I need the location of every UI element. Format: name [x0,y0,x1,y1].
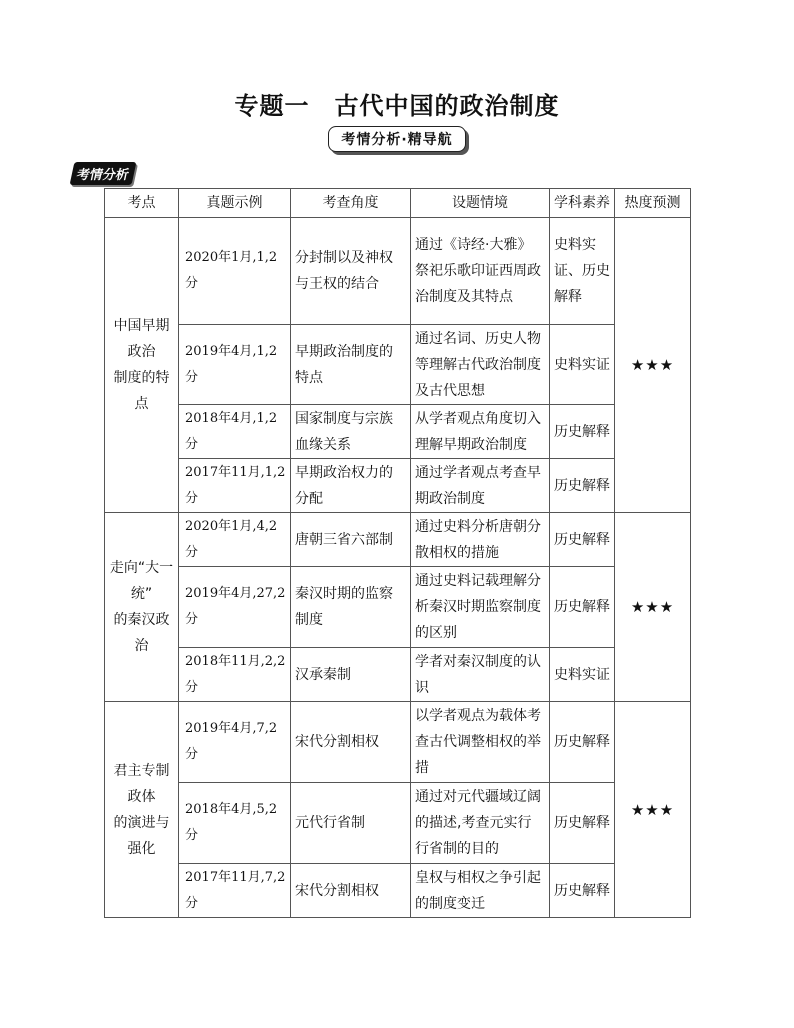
context-cell: 通过对元代疆域辽阔的描述,考查元实行行省制的目的 [411,783,550,864]
literacy-cell: 历史解释 [550,567,615,648]
angle-cell: 宋代分割相权 [291,702,411,783]
page-title: 专题一 古代中国的政治制度 [234,92,560,120]
literacy-cell: 史料实证 [550,648,615,702]
topic-cell: 走向“大一统” 的秦汉政治 [105,513,179,702]
table-row [105,567,691,648]
table-row [105,864,691,918]
table-row [105,325,691,405]
exam-cell: 2020年1月,1,2分 [179,218,291,325]
angle-cell: 汉承秦制 [291,648,411,702]
table-header-row [105,189,691,218]
heat-rating: ★★★ [615,218,691,513]
context-cell: 从学者观点角度切入理解早期政治制度 [411,405,550,459]
context-cell: 通过名词、历史人物等理解古代政治制度及古代思想 [411,325,550,405]
angle-cell: 早期政治权力的分配 [291,459,411,513]
table-row [105,459,691,513]
subtitle-wrap [0,126,794,152]
exam-cell: 2020年1月,4,2分 [179,513,291,567]
context-cell: 通过史料分析唐朝分散相权的措施 [411,513,550,567]
exam-cell: 2019年4月,1,2分 [179,325,291,405]
angle-cell: 元代行省制 [291,783,411,864]
angle-cell: 早期政治制度的特点 [291,325,411,405]
col-header-exam: 真题示例 [179,189,291,218]
table-body [105,218,691,918]
context-cell: 皇权与相权之争引起的制度变迁 [411,864,550,918]
literacy-cell: 历史解释 [550,783,615,864]
literacy-cell: 历史解释 [550,702,615,783]
col-header-angle: 考查角度 [291,189,411,218]
table-row [105,783,691,864]
table-row [105,648,691,702]
col-header-topic: 考点 [105,189,179,218]
section-subtitle: 考情分析·精导航 [328,126,465,152]
context-cell: 以学者观点为载体考查古代调整相权的举措 [411,702,550,783]
literacy-cell: 历史解释 [550,405,615,459]
table-row [105,513,691,567]
section-badge: 考情分析 [70,162,137,185]
context-cell: 学者对秦汉制度的认识 [411,648,550,702]
table-row [105,405,691,459]
topic-cell: 君主专制政体 的演进与强化 [105,702,179,918]
col-header-literacy: 学科素养 [550,189,615,218]
literacy-cell: 史料实证、历史解释 [550,218,615,325]
literacy-cell: 历史解释 [550,513,615,567]
exam-cell: 2017年11月,1,2分 [179,459,291,513]
heat-rating: ★★★ [615,513,691,702]
angle-cell: 分封制以及神权与王权的结合 [291,218,411,325]
context-cell: 通过史料记载理解分析秦汉时期监察制度的区别 [411,567,550,648]
angle-cell: 唐朝三省六部制 [291,513,411,567]
context-cell: 通过学者观点考查早期政治制度 [411,459,550,513]
angle-cell: 秦汉时期的监察制度 [291,567,411,648]
exam-cell: 2018年11月,2,2分 [179,648,291,702]
angle-cell: 国家制度与宗族血缘关系 [291,405,411,459]
literacy-cell: 历史解释 [550,864,615,918]
context-cell: 通过《诗经·大雅》祭祀乐歌印证西周政治制度及其特点 [411,218,550,325]
exam-cell: 2018年4月,1,2分 [179,405,291,459]
table-row [105,702,691,783]
literacy-cell: 历史解释 [550,459,615,513]
col-header-context: 设题情境 [411,189,550,218]
heat-rating: ★★★ [615,702,691,918]
exam-cell: 2019年4月,7,2分 [179,702,291,783]
exam-cell: 2019年4月,27,2分 [179,567,291,648]
exam-analysis-table [104,188,691,918]
table-row [105,218,691,325]
angle-cell: 宋代分割相权 [291,864,411,918]
col-header-heat: 热度预测 [615,189,691,218]
topic-cell: 中国早期政治 制度的特点 [105,218,179,513]
exam-cell: 2018年4月,5,2分 [179,783,291,864]
exam-cell: 2017年11月,7,2分 [179,864,291,918]
literacy-cell: 史料实证 [550,325,615,405]
